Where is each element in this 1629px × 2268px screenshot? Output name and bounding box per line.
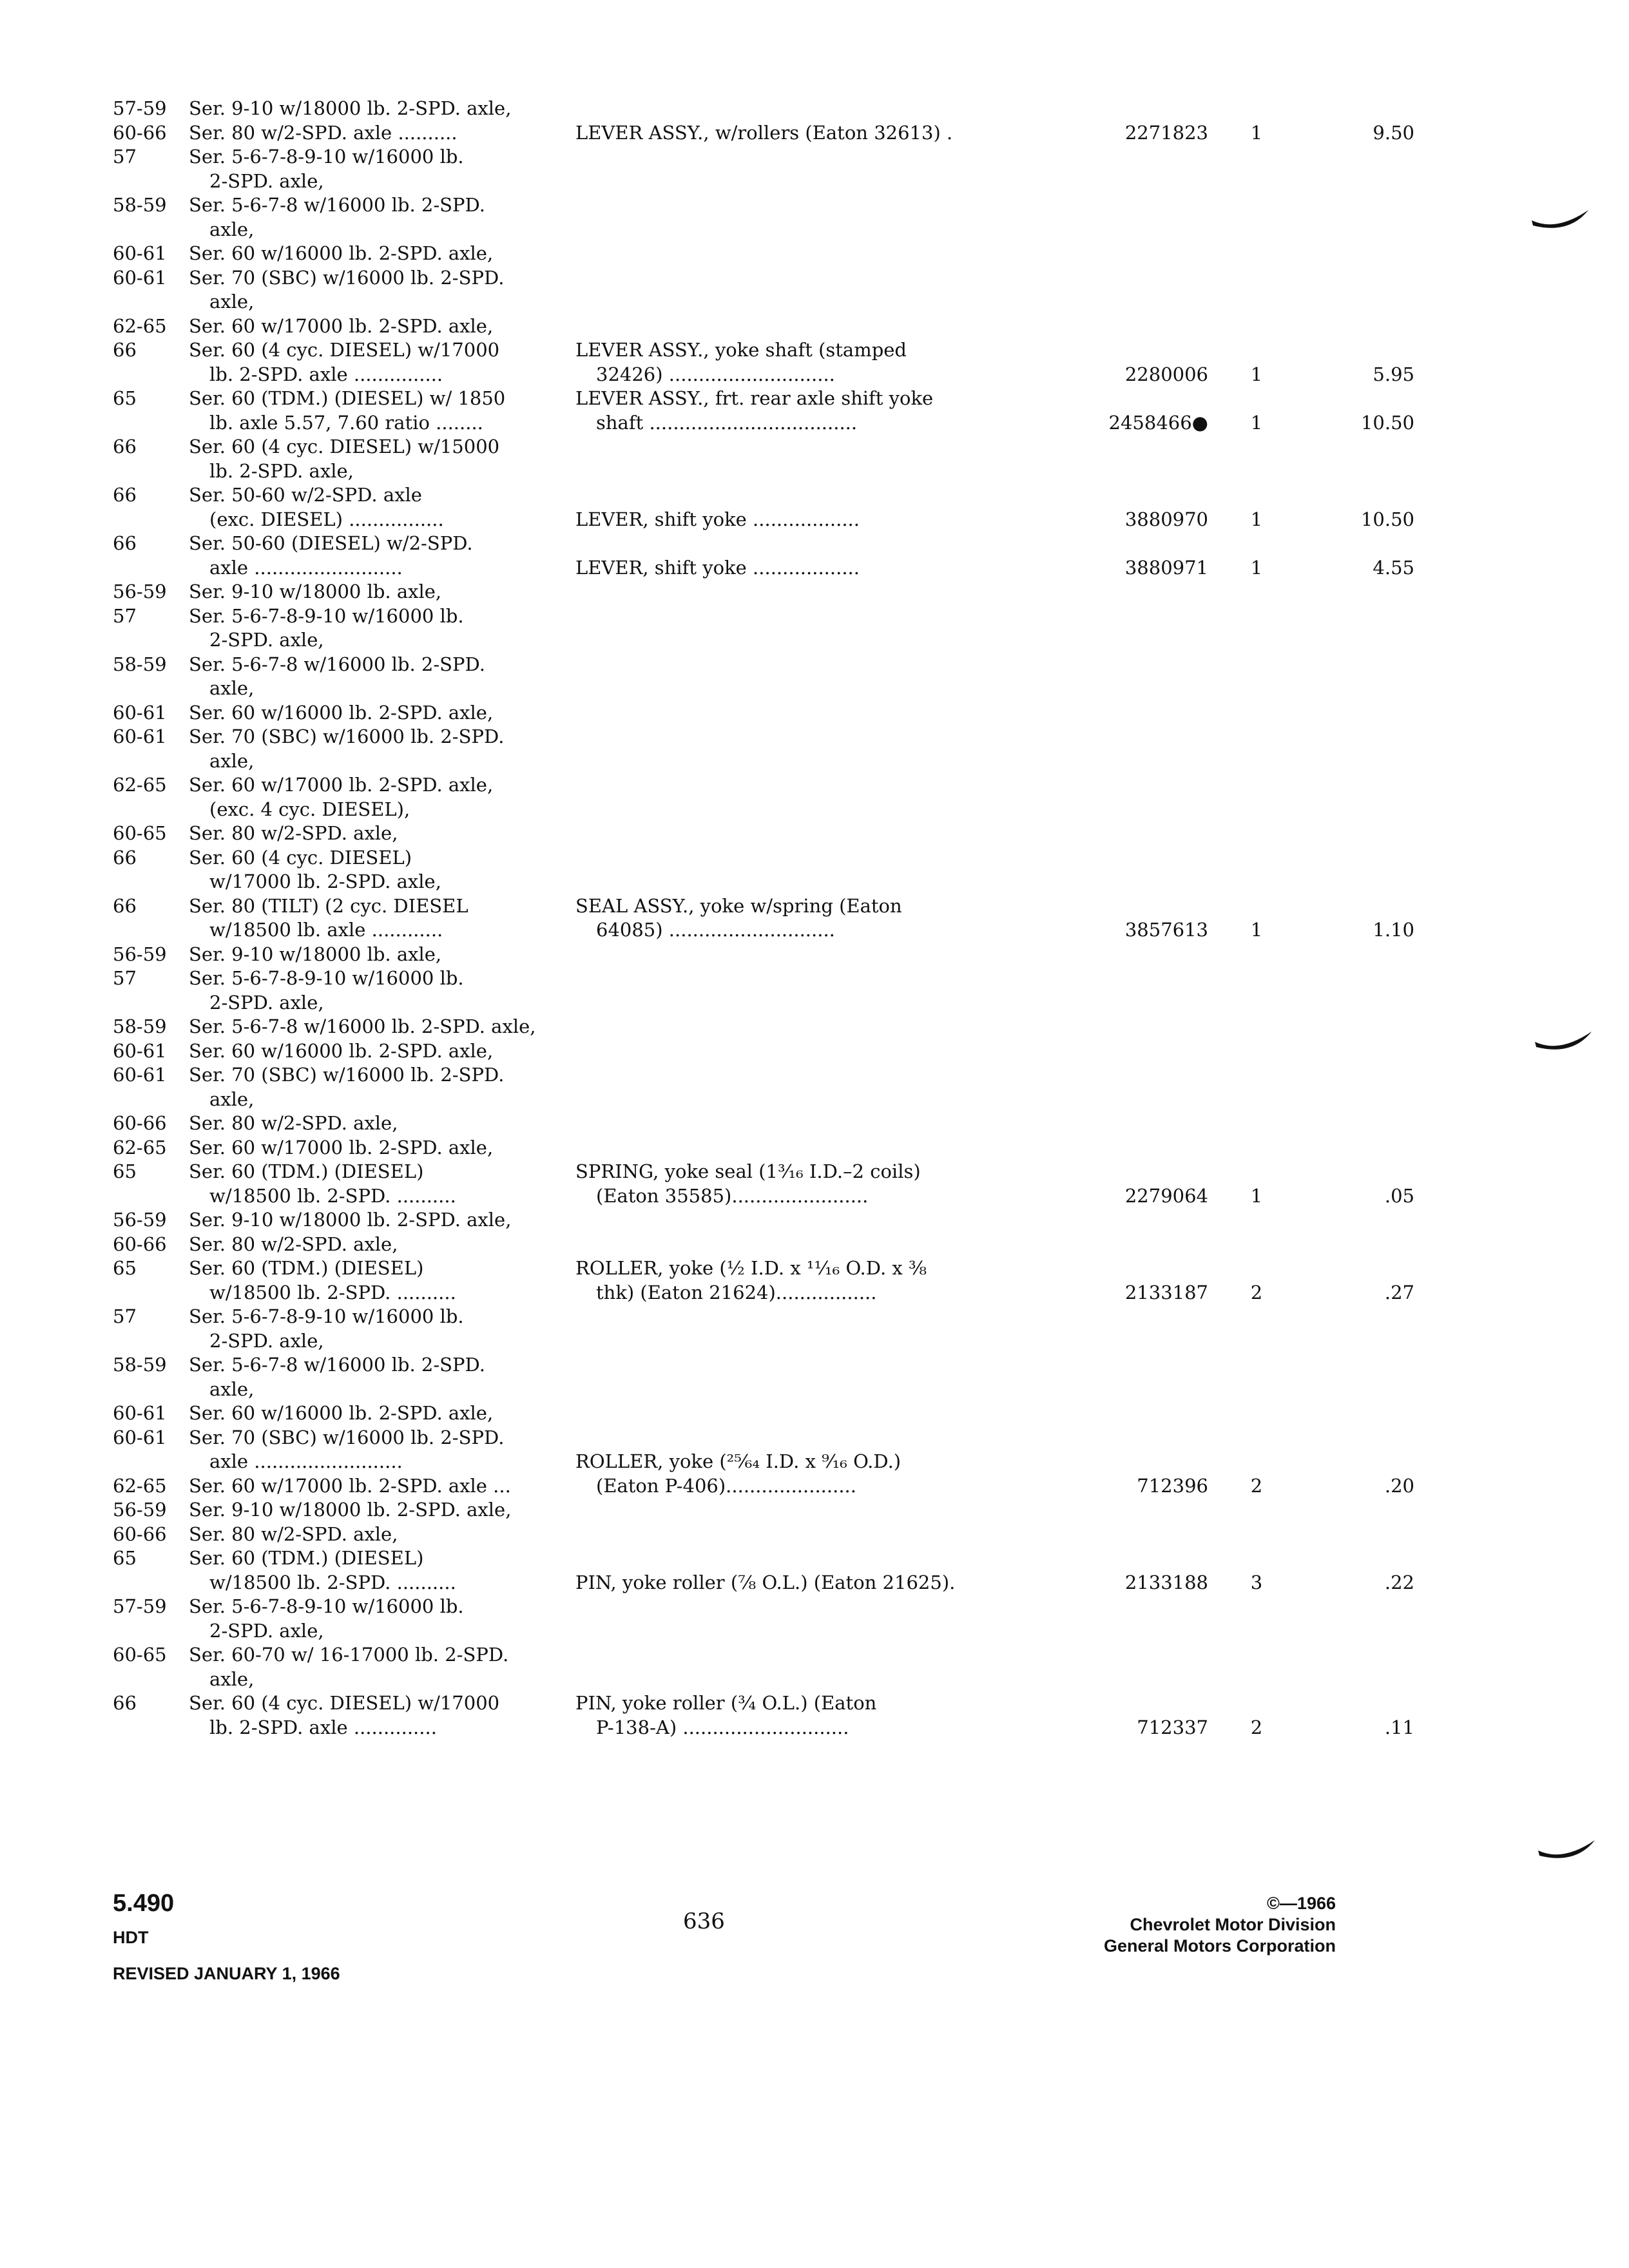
application-text: Ser. 5-6-7-8-9-10 w/16000 lb.: [189, 967, 464, 989]
part-number: 3880970: [1124, 508, 1208, 530]
catalog-line: [113, 1643, 1305, 1667]
catalog-line: [113, 145, 1305, 169]
application-text: Ser. 5-6-7-8-9-10 w/16000 lb.: [189, 146, 464, 168]
model-years: 66: [113, 484, 137, 506]
catalog-line: [113, 1691, 1305, 1716]
application-text: w/18500 lb. 2-SPD. ..........: [209, 1571, 456, 1593]
list-price: 10.50: [1360, 411, 1414, 434]
application-text: lb. 2-SPD. axle ...............: [209, 363, 443, 385]
application-text: 2-SPD. axle,: [209, 1329, 324, 1352]
part-description: 64085) ............................: [596, 919, 835, 941]
division-name: Chevrolet Motor Division: [1130, 1915, 1336, 1934]
application-text: Ser. 60 (TDM.) (DIESEL): [189, 1160, 424, 1182]
quantity: 1: [1250, 919, 1263, 941]
quantity: 1: [1250, 363, 1263, 385]
list-price: 5.95: [1373, 363, 1414, 385]
application-text: w/18500 lb. axle ............: [209, 919, 443, 941]
catalog-line: [113, 1571, 1414, 1595]
application-text: Ser. 70 (SBC) w/16000 lb. 2-SPD.: [189, 266, 505, 289]
catalog-line: [113, 218, 1305, 242]
application-text: axle,: [209, 1667, 255, 1690]
application-text: Ser. 9-10 w/18000 lb. 2-SPD. axle,: [189, 1209, 512, 1231]
catalog-line: [113, 628, 1305, 653]
catalog-block: [113, 97, 1414, 1740]
application-text: w/18500 lb. 2-SPD. ..........: [209, 1281, 456, 1303]
quantity: 1: [1250, 411, 1263, 434]
part-description: LEVER ASSY., yoke shaft (stamped: [575, 339, 907, 361]
application-text: axle,: [209, 1088, 255, 1110]
catalog-line: [113, 193, 1305, 218]
application-text: w/18500 lb. 2-SPD. ..........: [209, 1184, 456, 1207]
revision-date: REVISED JANUARY 1, 1966: [113, 1964, 340, 1983]
application-text: Ser. 80 w/2-SPD. axle,: [189, 1112, 398, 1134]
catalog-line: [113, 701, 1305, 726]
part-description: LEVER ASSY., w/rollers (Eaton 32613) .: [575, 121, 953, 144]
part-description: LEVER, shift yoke ..................: [575, 508, 860, 530]
part-description: PIN, yoke roller (⅞ O.L.) (Eaton 21625).: [575, 1571, 956, 1593]
model-years: 65: [113, 1257, 137, 1279]
model-years: 62-65: [113, 1136, 167, 1158]
catalog-line: [113, 1426, 1305, 1450]
application-text: 2-SPD. axle,: [209, 169, 324, 192]
catalog-line: [113, 1160, 1305, 1184]
catalog-line: [113, 822, 1305, 846]
application-text: Ser. 70 (SBC) w/16000 lb. 2-SPD.: [189, 1064, 505, 1086]
quantity: 2: [1250, 1474, 1263, 1497]
catalog-line: [113, 459, 1305, 484]
model-years: 62-65: [113, 774, 167, 796]
application-text: Ser. 60 (4 cyc. DIESEL) w/17000: [189, 339, 500, 361]
part-number: 3857613: [1124, 919, 1208, 941]
catalog-line: [113, 798, 1305, 822]
application-text: axle,: [209, 1378, 255, 1400]
application-text: Ser. 50-60 w/2-SPD. axle: [189, 484, 422, 506]
application-text: Ser. 60 (TDM.) (DIESEL) w/ 1850: [189, 387, 506, 409]
catalog-line: [113, 1546, 1305, 1571]
model-years: 57-59: [113, 1595, 167, 1617]
model-years: 60-66: [113, 1233, 167, 1255]
catalog-line: [113, 943, 1305, 967]
catalog-line: [113, 1401, 1305, 1426]
application-text: Ser. 60 (4 cyc. DIESEL): [189, 846, 412, 869]
model-years: 60-61: [113, 726, 167, 747]
catalog-line: [113, 483, 1305, 508]
application-text: Ser. 60 (4 cyc. DIESEL) w/15000: [189, 436, 500, 457]
model-years: 60-61: [113, 701, 167, 724]
model-years: 66: [113, 894, 137, 917]
application-text: Ser. 5-6-7-8 w/16000 lb. 2-SPD.: [189, 194, 485, 216]
application-text: Ser. 60 (4 cyc. DIESEL) w/17000: [189, 1692, 500, 1714]
application-text: Ser. 80 w/2-SPD. axle,: [189, 822, 398, 844]
application-text: lb. 2-SPD. axle,: [209, 459, 354, 482]
parts-catalog-table: [113, 97, 1414, 1740]
catalog-line: [113, 435, 1305, 459]
application-text: axle,: [209, 291, 255, 312]
list-price: .22: [1384, 1571, 1414, 1593]
application-text: axle .........................: [209, 1450, 403, 1472]
catalog-line: [113, 1450, 1305, 1474]
application-text: Ser. 60 w/17000 lb. 2-SPD. axle,: [189, 1136, 494, 1158]
application-text: Ser. 80 (TILT) (2 cyc. DIESEL: [189, 894, 468, 917]
quantity: 1: [1250, 1184, 1263, 1207]
part-number: 2133188: [1124, 1571, 1208, 1593]
catalog-line: [113, 121, 1414, 146]
application-text: Ser. 60-70 w/ 16-17000 lb. 2-SPD.: [189, 1644, 509, 1666]
catalog-line: [113, 314, 1305, 339]
model-years: 57: [113, 146, 137, 168]
application-text: Ser. 5-6-7-8 w/16000 lb. 2-SPD.: [189, 653, 485, 675]
catalog-line: [113, 580, 1305, 604]
part-description: SEAL ASSY., yoke w/spring (Eaton: [575, 894, 902, 917]
catalog-line: [113, 97, 1305, 121]
application-text: Ser. 5-6-7-8-9-10 w/16000 lb.: [189, 604, 464, 627]
catalog-line: [113, 1111, 1305, 1136]
model-years: 62-65: [113, 1474, 167, 1497]
application-text: axle .........................: [209, 556, 403, 579]
part-number: 712396: [1137, 1474, 1208, 1497]
model-years: 57: [113, 967, 137, 989]
part-number: 2279064: [1124, 1184, 1208, 1207]
catalog-line: [113, 749, 1305, 774]
catalog-line: [113, 387, 1305, 411]
catalog-line: [113, 1063, 1305, 1088]
catalog-line: [113, 1667, 1305, 1692]
model-years: 60-61: [113, 1402, 167, 1424]
catalog-line: [113, 556, 1414, 581]
application-text: Ser. 60 w/17000 lb. 2-SPD. axle ...: [189, 1474, 511, 1497]
catalog-line: [113, 1716, 1414, 1740]
model-years: 57-59: [113, 97, 167, 119]
application-text: Ser. 60 w/17000 lb. 2-SPD. axle,: [189, 314, 494, 337]
model-years: 62-65: [113, 314, 167, 337]
list-price: .05: [1384, 1184, 1414, 1207]
catalog-line: [113, 1378, 1305, 1402]
catalog-line: [113, 1233, 1305, 1257]
application-text: w/17000 lb. 2-SPD. axle,: [209, 870, 441, 892]
part-description: 32426) ............................: [596, 363, 835, 385]
part-description: thk) (Eaton 21624).................: [596, 1281, 877, 1303]
part-description: P-138-A) ............................: [596, 1716, 849, 1738]
publisher-block: [1104, 1893, 1336, 1957]
catalog-line: [113, 169, 1305, 194]
catalog-line: [113, 870, 1305, 894]
catalog-line: [113, 1595, 1305, 1619]
catalog-line: [113, 653, 1305, 677]
application-text: 2-SPD. axle,: [209, 629, 324, 651]
part-number: 3880971: [1124, 556, 1208, 579]
part-description: LEVER, shift yoke ..................: [575, 556, 860, 579]
model-years: 56-59: [113, 1209, 167, 1231]
quantity: 2: [1250, 1716, 1263, 1738]
application-text: Ser. 80 w/2-SPD. axle,: [189, 1233, 398, 1255]
part-number: 712337: [1137, 1716, 1208, 1738]
binding-mark: [1537, 1836, 1598, 1872]
catalog-line: [113, 1498, 1305, 1523]
part-description: (Eaton P-406)......................: [596, 1474, 856, 1497]
model-years: 60-61: [113, 242, 167, 264]
catalog-line: [113, 1329, 1305, 1354]
catalog-line: [113, 1281, 1414, 1305]
catalog-line: [113, 1184, 1414, 1209]
catalog-line: [113, 918, 1414, 943]
catalog-line: [113, 1474, 1414, 1499]
quantity: 3: [1250, 1571, 1263, 1593]
application-text: Ser. 9-10 w/18000 lb. axle,: [189, 943, 442, 965]
catalog-line: [113, 894, 1305, 919]
binding-mark: [1534, 1028, 1595, 1063]
catalog-line: [113, 1523, 1305, 1547]
application-text: Ser. 70 (SBC) w/16000 lb. 2-SPD.: [189, 726, 505, 747]
catalog-line: [113, 846, 1305, 870]
part-description: ROLLER, yoke (½ I.D. x ¹¹⁄₁₆ O.D. x ⅜: [575, 1257, 927, 1279]
model-years: 57: [113, 604, 137, 627]
catalog-line: [113, 1208, 1305, 1233]
section-number: 5.490: [113, 1890, 175, 1917]
list-price: .27: [1384, 1281, 1414, 1303]
application-text: lb. 2-SPD. axle ..............: [209, 1716, 437, 1738]
part-description: shaft ...................................: [596, 411, 858, 434]
list-price: .11: [1384, 1716, 1414, 1738]
model-years: 65: [113, 1547, 137, 1569]
application-text: axle,: [209, 677, 255, 699]
model-years: 66: [113, 846, 137, 869]
quantity: 1: [1250, 121, 1263, 144]
model-years: 57: [113, 1305, 137, 1327]
part-number: 2271823: [1124, 121, 1208, 144]
part-description: LEVER ASSY., frt. rear axle shift yoke: [575, 387, 934, 409]
quantity: 1: [1250, 508, 1263, 530]
application-text: Ser. 60 (TDM.) (DIESEL): [189, 1547, 424, 1569]
catalog-line: [113, 1039, 1305, 1064]
application-text: 2-SPD. axle,: [209, 1619, 324, 1642]
application-text: (exc. 4 cyc. DIESEL),: [209, 798, 410, 820]
application-text: Ser. 60 w/16000 lb. 2-SPD. axle,: [189, 1039, 494, 1062]
catalog-line: [113, 1136, 1305, 1160]
model-years: 58-59: [113, 1354, 167, 1376]
catalog-line: [113, 1305, 1305, 1329]
model-years: 65: [113, 1160, 137, 1182]
part-description: SPRING, yoke seal (1³⁄₁₆ I.D.–2 coils): [575, 1160, 921, 1182]
model-years: 60-61: [113, 1039, 167, 1062]
model-years: 58-59: [113, 653, 167, 675]
catalog-line: [113, 725, 1305, 749]
list-price: .20: [1384, 1474, 1414, 1497]
part-description: PIN, yoke roller (¾ O.L.) (Eaton: [575, 1692, 877, 1714]
part-number: 2458466●: [1108, 411, 1208, 434]
application-text: Ser. 80 w/2-SPD. axle ..........: [189, 121, 458, 144]
model-years: 60-61: [113, 1426, 167, 1448]
corporation-name: General Motors Corporation: [1103, 1936, 1336, 1956]
list-price: 10.50: [1360, 508, 1414, 530]
model-years: 66: [113, 532, 137, 554]
model-years: 66: [113, 436, 137, 457]
model-years: 56-59: [113, 1499, 167, 1521]
catalog-line: [113, 532, 1305, 556]
catalog-line: [113, 508, 1414, 532]
model-years: 66: [113, 1692, 137, 1714]
model-years: 58-59: [113, 194, 167, 216]
model-years: 58-59: [113, 1015, 167, 1037]
application-text: Ser. 70 (SBC) w/16000 lb. 2-SPD.: [189, 1426, 505, 1448]
application-text: Ser. 80 w/2-SPD. axle,: [189, 1523, 398, 1545]
application-text: Ser. 5-6-7-8 w/16000 lb. 2-SPD. axle,: [189, 1015, 536, 1037]
part-description: ROLLER, yoke (²⁵⁄₆₄ I.D. x ⁹⁄₁₆ O.D.): [575, 1450, 901, 1472]
model-years: 60-66: [113, 1112, 167, 1134]
catalog-line: [113, 266, 1305, 291]
application-text: Ser. 50-60 (DIESEL) w/2-SPD.: [189, 532, 473, 554]
model-years: 60-65: [113, 1644, 167, 1666]
catalog-line: [113, 242, 1305, 266]
part-number: 2133187: [1124, 1281, 1208, 1303]
application-text: 2-SPD. axle,: [209, 991, 324, 1014]
catalog-line: [113, 338, 1305, 363]
application-text: Ser. 60 w/16000 lb. 2-SPD. axle,: [189, 1402, 494, 1424]
model-years: 60-66: [113, 121, 167, 144]
catalog-line: [113, 1015, 1305, 1039]
model-years: 65: [113, 387, 137, 409]
application-text: axle,: [209, 749, 255, 772]
catalog-line: [113, 1088, 1305, 1112]
application-text: Ser. 60 w/16000 lb. 2-SPD. axle,: [189, 242, 494, 264]
model-years: 66: [113, 339, 137, 361]
application-text: Ser. 60 w/16000 lb. 2-SPD. axle,: [189, 701, 494, 724]
catalog-line: [113, 1256, 1305, 1281]
application-text: Ser. 9-10 w/18000 lb. axle,: [189, 581, 442, 602]
model-years: 56-59: [113, 943, 167, 965]
application-text: Ser. 5-6-7-8-9-10 w/16000 lb.: [189, 1305, 464, 1327]
application-text: (exc. DIESEL) ................: [209, 508, 444, 530]
list-price: 9.50: [1373, 121, 1414, 144]
section-code: HDT: [113, 1928, 149, 1947]
model-years: 56-59: [113, 581, 167, 602]
catalog-line: [113, 411, 1414, 436]
catalog-line: [113, 290, 1305, 314]
copyright-line: ©—1966: [1267, 1894, 1336, 1913]
part-number: 2280006: [1124, 363, 1208, 385]
list-price: 4.55: [1373, 556, 1414, 579]
catalog-line: [113, 363, 1414, 387]
quantity: 2: [1250, 1281, 1263, 1303]
catalog-line: [113, 1619, 1305, 1644]
application-text: lb. axle 5.57, 7.60 ratio ........: [209, 411, 483, 434]
catalog-line: [113, 1353, 1305, 1378]
application-text: Ser. 5-6-7-8-9-10 w/16000 lb.: [189, 1595, 464, 1617]
catalog-line: [113, 677, 1305, 701]
model-years: 60-65: [113, 822, 167, 844]
application-text: Ser. 9-10 w/18000 lb. 2-SPD. axle,: [189, 97, 512, 119]
quantity: 1: [1250, 556, 1263, 579]
application-text: Ser. 60 (TDM.) (DIESEL): [189, 1257, 424, 1279]
catalog-line: [113, 991, 1305, 1015]
application-text: Ser. 5-6-7-8 w/16000 lb. 2-SPD.: [189, 1354, 485, 1376]
catalog-line: [113, 604, 1305, 629]
model-years: 60-66: [113, 1523, 167, 1545]
application-text: axle,: [209, 218, 255, 240]
part-description: (Eaton 35585).......................: [596, 1184, 869, 1207]
list-price: 1.10: [1373, 919, 1414, 941]
catalog-line: [113, 773, 1305, 798]
model-years: 60-61: [113, 266, 167, 289]
application-text: Ser. 9-10 w/18000 lb. 2-SPD. axle,: [189, 1499, 512, 1521]
binding-mark: [1530, 206, 1592, 242]
application-text: Ser. 60 w/17000 lb. 2-SPD. axle,: [189, 774, 494, 796]
model-years: 60-61: [113, 1064, 167, 1086]
catalog-line: [113, 966, 1305, 991]
page-number: 636: [683, 1908, 725, 1934]
